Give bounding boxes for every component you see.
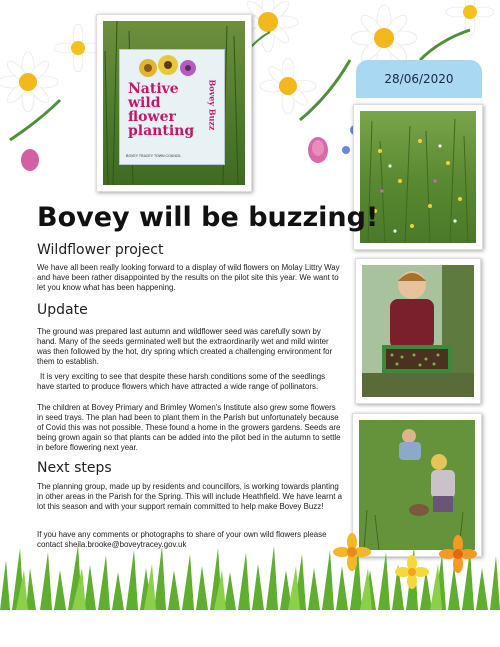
page-title: Bovey will be buzzing!	[37, 202, 379, 233]
paragraph-next-steps-1: The planning group, made up by residents and councillors, is working towards planting in other areas in the Parish for the Spring. This will include Heathfield. We have learnt a lot this season and with your support remain committed to help make Bovey Buzz!	[37, 482, 342, 511]
paragraph-update-2: It is very exciting to see that despite these harsh conditions some of the seedlings have started to produce flowers which have attracted a wide range of pollinators.	[37, 372, 326, 391]
section-heading-update: Update	[37, 302, 88, 318]
sign-line-3: flower	[128, 109, 176, 125]
sign-line-1: Native	[128, 81, 179, 97]
date-tab	[356, 60, 482, 98]
flower-illustration-icon	[120, 52, 224, 82]
sign-line-4: planting	[128, 123, 195, 139]
paragraph-update-3: The children at Bovey Primary and Brimley Women's Institute also grew some flowers in seed trays. The plan had been to plant them in the Parish but unfortunately because of Covid this was not possible. These found a home in the growers gardens. Seeds are being grown again so that plants can be added into the pilot bed in the autumn to settle in before flowering next year.	[37, 403, 341, 452]
child-seed-tray-photo	[355, 258, 481, 404]
daisy-icon	[0, 52, 58, 112]
paragraph-contact: If you have any comments or photographs to share of your own wild flowers please contact sheila.brooke@boveytracey.gov.uk	[37, 530, 327, 549]
date-label: 28/06/2020	[384, 72, 454, 86]
sign-side-text: Bovey Buzz	[207, 79, 218, 131]
children-planting-illustration	[359, 420, 475, 550]
section-heading-wildflower-project: Wildflower project	[37, 242, 164, 258]
paragraph-wildflower-project: We have all been really looking forward to a display of wild flowers on Molay Littry Way and have been rather disappointed by the results on the pilot site this year. We want to let you know what has been happening.	[37, 263, 340, 292]
sign-small-print: BOVEY TRACEY TOWN COUNCIL	[126, 154, 182, 158]
sign-photo	[96, 14, 252, 192]
sign-line-2: wild	[128, 95, 161, 111]
section-heading-next-steps: Next steps	[37, 460, 112, 476]
daffodil-icons	[330, 532, 490, 592]
paragraph-update-1: The ground was prepared last autumn and wildflower seed was carefully sown by hand. Many of the seeds germinated well but the extraordinarily wet and mild winter was then followed by the hot, dry spring which created a challenging environment for them to establish.	[37, 327, 333, 366]
planting-sign	[119, 49, 225, 165]
child-with-tray-illustration	[362, 265, 474, 397]
